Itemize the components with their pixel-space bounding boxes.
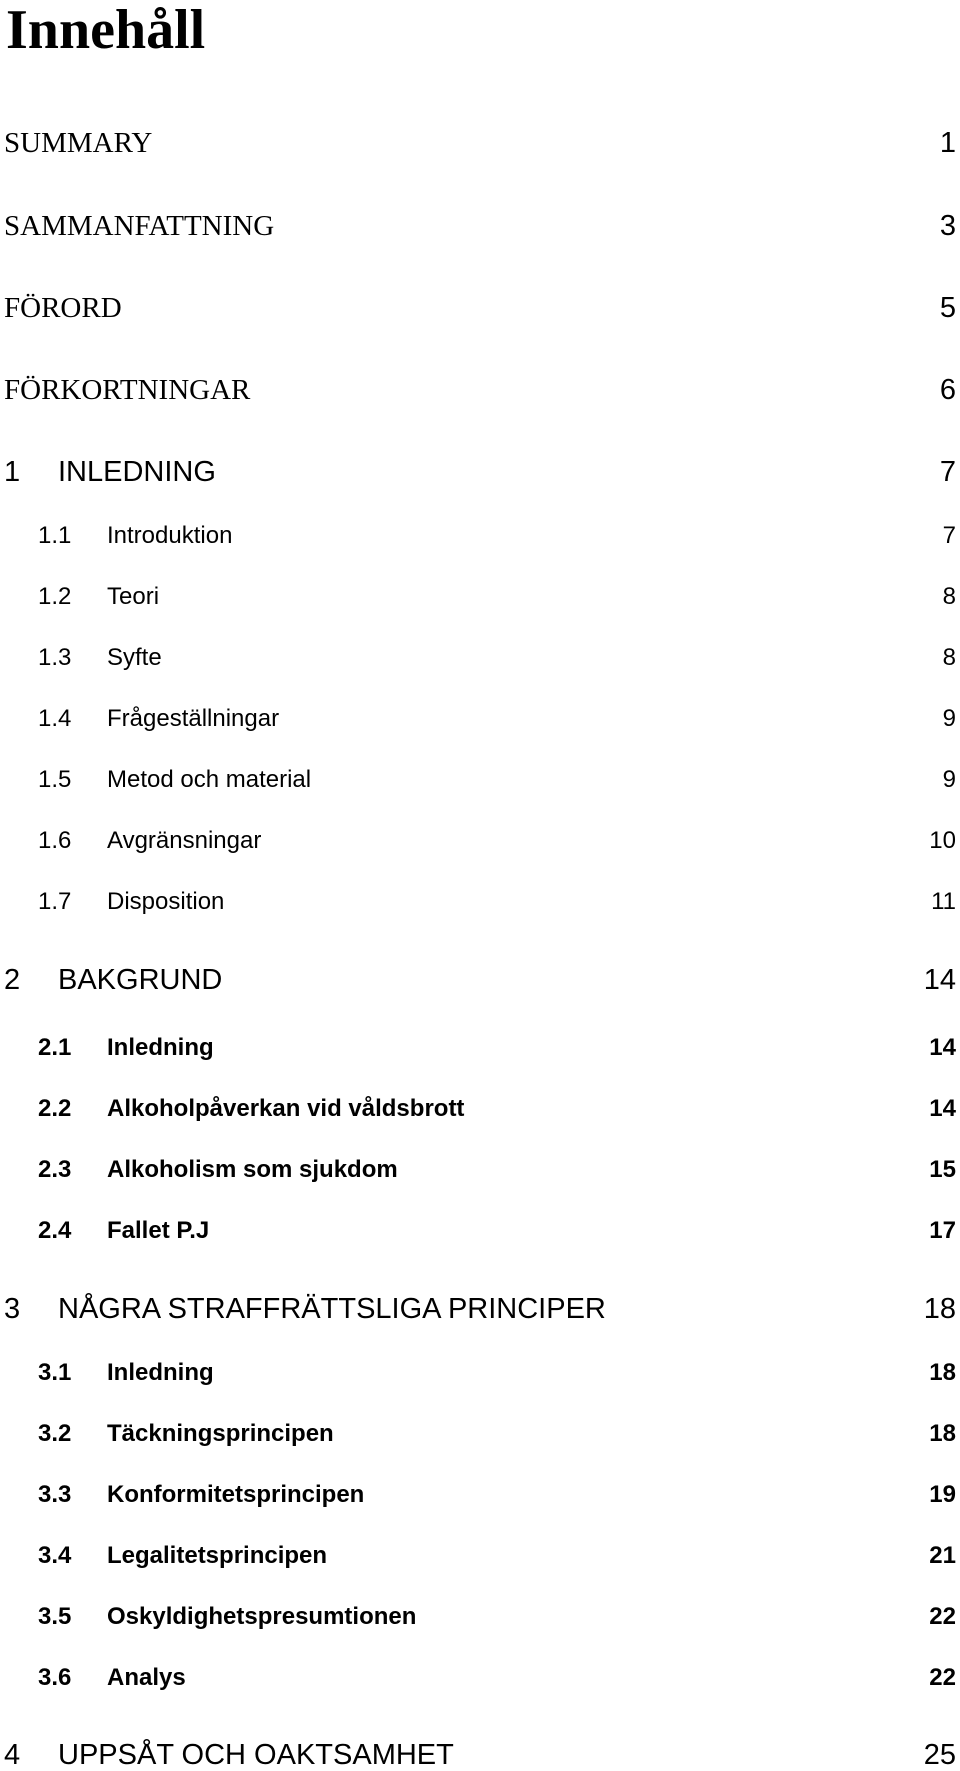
toc-section-1-6[interactable]	[0, 824, 960, 858]
toc-entry-forord[interactable]	[0, 288, 960, 328]
toc-chapter-4[interactable]	[0, 1735, 960, 1771]
toc-chapter-1[interactable]	[0, 452, 960, 492]
section-number: 2.1	[38, 1034, 72, 1061]
toc-section-2-1[interactable]	[0, 1031, 960, 1065]
toc-section-3-4[interactable]	[0, 1539, 960, 1573]
section-title: Disposition	[107, 888, 225, 915]
chapter-title: UPPSÅT OCH OAKTSAMHET	[58, 1739, 454, 1771]
chapter-title: BAKGRUND	[58, 964, 223, 996]
toc-entry-forkortningar[interactable]	[0, 370, 960, 410]
chapter-number: 3	[4, 1293, 21, 1325]
section-number: 3.5	[38, 1603, 72, 1630]
section-number: 1.6	[38, 827, 72, 854]
section-number: 2.2	[38, 1095, 72, 1122]
toc-section-3-6[interactable]	[0, 1661, 960, 1695]
chapter-number: 2	[4, 964, 21, 996]
section-page: 10	[929, 827, 956, 854]
section-page: 9	[942, 705, 956, 732]
toc-entry-title: SUMMARY	[4, 127, 153, 159]
section-page: 9	[942, 766, 956, 793]
section-title: Inledning	[107, 1359, 214, 1386]
toc-entry-title: FÖRKORTNINGAR	[4, 374, 251, 406]
section-page: 18	[929, 1420, 956, 1447]
section-title: Syfte	[107, 644, 162, 671]
toc-section-1-5[interactable]	[0, 763, 960, 797]
section-title: Konformitetsprincipen	[107, 1481, 365, 1508]
section-page: 14	[929, 1095, 956, 1122]
toc-section-2-3[interactable]	[0, 1153, 960, 1187]
toc-section-3-1[interactable]	[0, 1356, 960, 1390]
toc-chapter-2[interactable]	[0, 960, 960, 1000]
section-number: 1.3	[38, 644, 72, 671]
toc-chapter-3[interactable]	[0, 1289, 960, 1329]
toc-section-1-4[interactable]	[0, 702, 960, 736]
section-page: 17	[929, 1217, 956, 1244]
section-page: 19	[929, 1481, 956, 1508]
section-page: 21	[929, 1542, 956, 1569]
section-title: Oskyldighetspresumtionen	[107, 1603, 417, 1630]
section-page: 18	[929, 1359, 956, 1386]
section-number: 1.2	[38, 583, 72, 610]
toc-entry-page: 1	[939, 127, 956, 159]
section-title: Avgränsningar	[107, 827, 262, 854]
section-page: 11	[931, 888, 956, 915]
section-page: 8	[942, 583, 956, 610]
chapter-page: 7	[939, 456, 956, 488]
chapter-number: 4	[4, 1739, 21, 1771]
section-page: 15	[929, 1156, 956, 1183]
toc-entry-page: 6	[939, 374, 956, 406]
section-number: 3.4	[38, 1542, 72, 1569]
section-title: Legalitetsprincipen	[107, 1542, 328, 1569]
toc-entry-sammanfattning[interactable]	[0, 206, 960, 246]
toc-section-1-7[interactable]	[0, 885, 960, 919]
section-page: 14	[929, 1034, 956, 1061]
page-title: Innehåll	[6, 0, 206, 61]
section-number: 3.6	[38, 1664, 72, 1691]
chapter-page: 25	[923, 1739, 956, 1771]
toc-section-1-2[interactable]	[0, 580, 960, 614]
section-title: Teori	[107, 583, 160, 610]
toc-entry-title: FÖRORD	[4, 292, 122, 324]
chapter-title: INLEDNING	[58, 456, 216, 488]
section-title: Inledning	[107, 1034, 214, 1061]
section-title: Täckningsprincipen	[107, 1420, 334, 1447]
section-page: 8	[942, 644, 956, 671]
section-title: Alkoholpåverkan vid våldsbrott	[107, 1095, 465, 1122]
chapter-number: 1	[4, 456, 21, 488]
section-title: Analys	[107, 1664, 186, 1691]
section-number: 1.5	[38, 766, 72, 793]
toc-section-2-2[interactable]	[0, 1092, 960, 1126]
section-title: Metod och material	[107, 766, 312, 793]
section-number: 1.7	[38, 888, 72, 915]
section-title: Frågeställningar	[107, 705, 280, 732]
section-number: 2.4	[38, 1217, 72, 1244]
chapter-title: NÅGRA STRAFFRÄTTSLIGA PRINCIPER	[58, 1293, 606, 1325]
toc-entry-page: 5	[939, 292, 956, 324]
section-title: Alkoholism som sjukdom	[107, 1156, 398, 1183]
chapter-page: 18	[923, 1293, 956, 1325]
toc-entry-page: 3	[939, 210, 956, 242]
section-title: Introduktion	[107, 522, 233, 549]
section-page: 7	[942, 522, 956, 549]
toc-entry-title: SAMMANFATTNING	[4, 210, 275, 242]
section-number: 1.1	[38, 522, 72, 549]
chapter-page: 14	[923, 964, 956, 996]
toc-section-3-5[interactable]	[0, 1600, 960, 1634]
section-page: 22	[929, 1664, 956, 1691]
toc-section-3-2[interactable]	[0, 1417, 960, 1451]
toc-section-1-1[interactable]	[0, 519, 960, 553]
toc-section-1-3[interactable]	[0, 641, 960, 675]
section-number: 3.3	[38, 1481, 72, 1508]
section-page: 22	[929, 1603, 956, 1630]
toc-section-3-3[interactable]	[0, 1478, 960, 1512]
section-number: 3.2	[38, 1420, 72, 1447]
section-number: 1.4	[38, 705, 72, 732]
toc-entry-summary[interactable]	[0, 123, 960, 163]
section-number: 3.1	[38, 1359, 72, 1386]
toc-section-2-4[interactable]	[0, 1214, 960, 1248]
section-title: Fallet P.J	[107, 1217, 210, 1244]
section-number: 2.3	[38, 1156, 72, 1183]
